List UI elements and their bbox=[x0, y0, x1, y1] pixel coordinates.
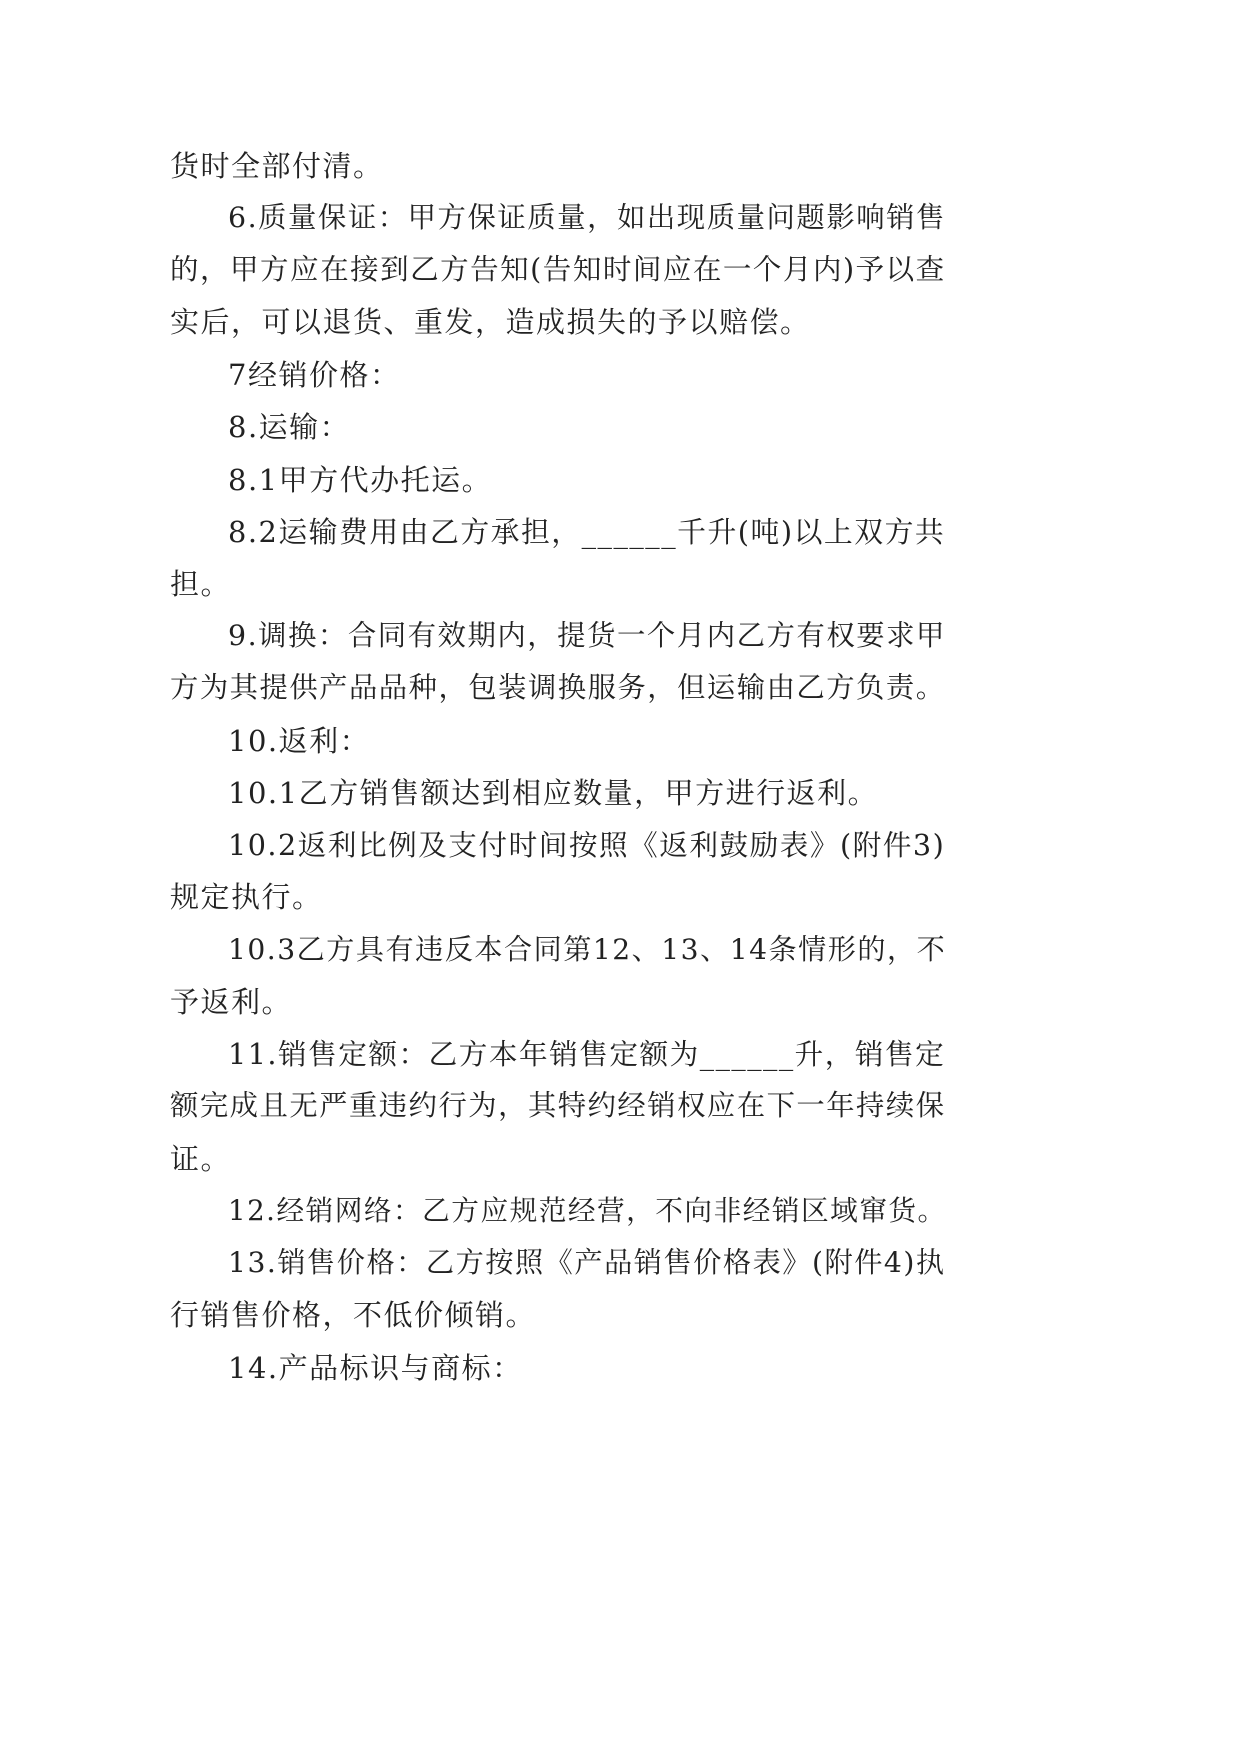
text-line: 8.2运输费用由乙方承担，______千升(吨)以上双方共 bbox=[228, 515, 946, 549]
text-line: 6.质量保证：甲方保证质量，如出现质量问题影响销售 bbox=[228, 201, 946, 234]
text-line: 13.销售价格：乙方按照《产品销售价格表》(附件4)执 bbox=[228, 1246, 946, 1279]
text-line: 方为其提供产品品种，包装调换服务，但运输由乙方负责。 bbox=[170, 671, 946, 704]
text-line: 予返利。 bbox=[170, 985, 293, 1019]
text-line: 10.1乙方销售额达到相应数量，甲方进行返利。 bbox=[228, 776, 879, 810]
text-line: 10.2返利比例及支付时间按照《返利鼓励表》(附件3) bbox=[228, 828, 946, 862]
text-line: 9.调换：合同有效期内，提货一个月内乙方有权要求甲 bbox=[228, 619, 946, 652]
text-line: 7经销价格： bbox=[228, 358, 401, 392]
text-line: 12.经销网络：乙方应规范经营，不向非经销区域窜货。 bbox=[228, 1194, 947, 1227]
text-line: 行销售价格，不低价倾销。 bbox=[170, 1298, 537, 1332]
text-line: 14.产品标识与商标： bbox=[228, 1351, 523, 1385]
text-line: 货时全部付清。 bbox=[170, 149, 384, 183]
text-line: 担。 bbox=[170, 567, 232, 601]
text-line: 证。 bbox=[170, 1142, 232, 1176]
text-line: 的，甲方应在接到乙方告知(告知时间应在一个月内)予以查 bbox=[170, 253, 946, 286]
text-line: 实后，可以退货、重发，造成损失的予以赔偿。 bbox=[170, 305, 811, 339]
text-line: 10.3乙方具有违反本合同第12、13、14条情形的，不 bbox=[228, 933, 947, 966]
text-line: 8.1甲方代办托运。 bbox=[228, 463, 493, 497]
text-line: 8.运输： bbox=[228, 410, 351, 444]
text-line: 11.销售定额：乙方本年销售定额为______升，销售定 bbox=[228, 1037, 946, 1071]
text-line: 规定执行。 bbox=[170, 880, 323, 914]
text-line: 10.返利： bbox=[228, 724, 371, 758]
text-line: 额完成且无严重违约行为，其特约经销权应在下一年持续保 bbox=[170, 1089, 946, 1122]
